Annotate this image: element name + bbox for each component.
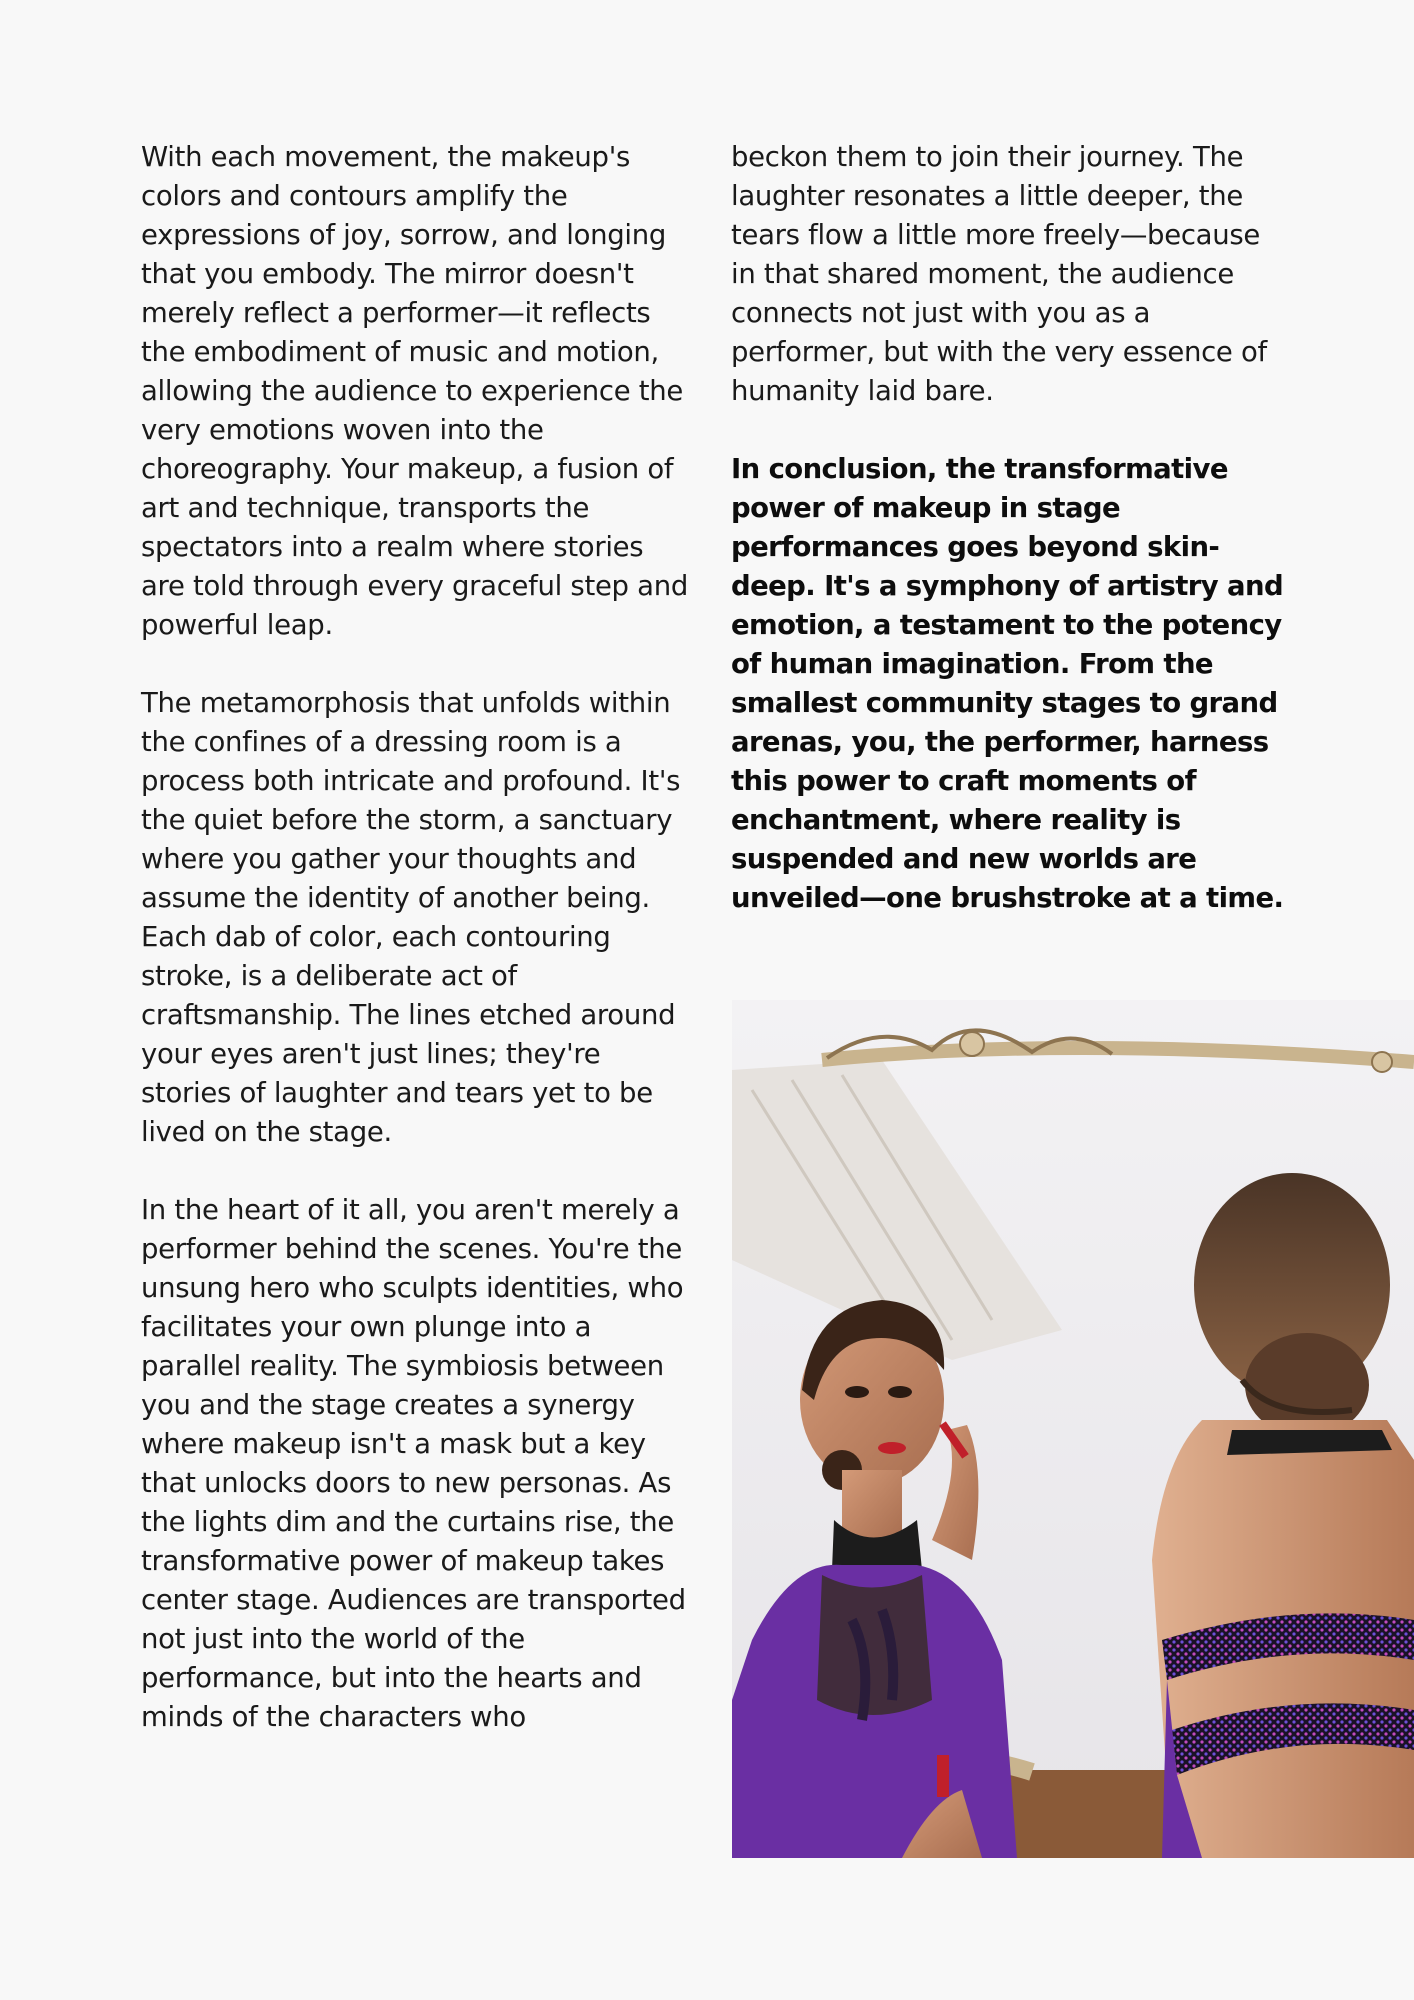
right-text-column [731,138,1291,957]
paragraph-heart: In the heart of it all, you aren't merely a performer behind the scenes. You're the unsung hero who sculpts identities, who facilitates your own plunge into a parallel reality. The symbiosis between you and the stage creates a synergy where makeup isn't a mask but a key that unlocks doors to new personas. As the lights dim and the curtains rise, the transformative power of makeup takes center stage. Audiences are transported not just into the world of the performance, but into the hearts and minds of the characters who [141,1194,686,1733]
left-text-column [141,138,693,1776]
paragraph-continuation: beckon them to join their journey. The laughter resonates a little deeper, the tears flow a little more freely—because in that shared moment, the audience connects not just with you as a performer, but with the very essence of humanity laid bare. [731,141,1267,407]
paragraph-conclusion: In conclusion, the transformative power of makeup in stage performances goes beyond skin-deep. It's a symphony of artistry and emotion, a testament to the potency of human imagination. From the smallest community stages to grand arenas, you, the performer, harness this power to craft moments of enchantment, where reality is suspended and new worlds are unveiled—one brushstroke at a time. [731,453,1284,914]
dancer-mirror-illustration [732,1000,1414,1858]
dancer-mirror-photo [732,1000,1414,1858]
paragraph-movement: With each movement, the makeup's colors and contours amplify the expressions of joy, sorrow, and longing that you embody. The mirror doesn't merely reflect a performer—it reflects the embodiment of music and motion, allowing the audience to experience the very emotions woven into the choreography. Your makeup, a fusion of art and technique, transports the spectators into a realm where stories are told through every graceful step and powerful leap. [141,141,688,641]
paragraph-metamorphosis: The metamorphosis that unfolds within the confines of a dressing room is a process both intricate and profound. It's the quiet before the storm, a sanctuary where you gather your thoughts and assume the identity of another being. Each dab of color, each contouring stroke, is a deliberate act of craftsmanship. The lines etched around your eyes aren't just lines; they're stories of laughter and tears yet to be lived on the stage. [141,687,681,1148]
